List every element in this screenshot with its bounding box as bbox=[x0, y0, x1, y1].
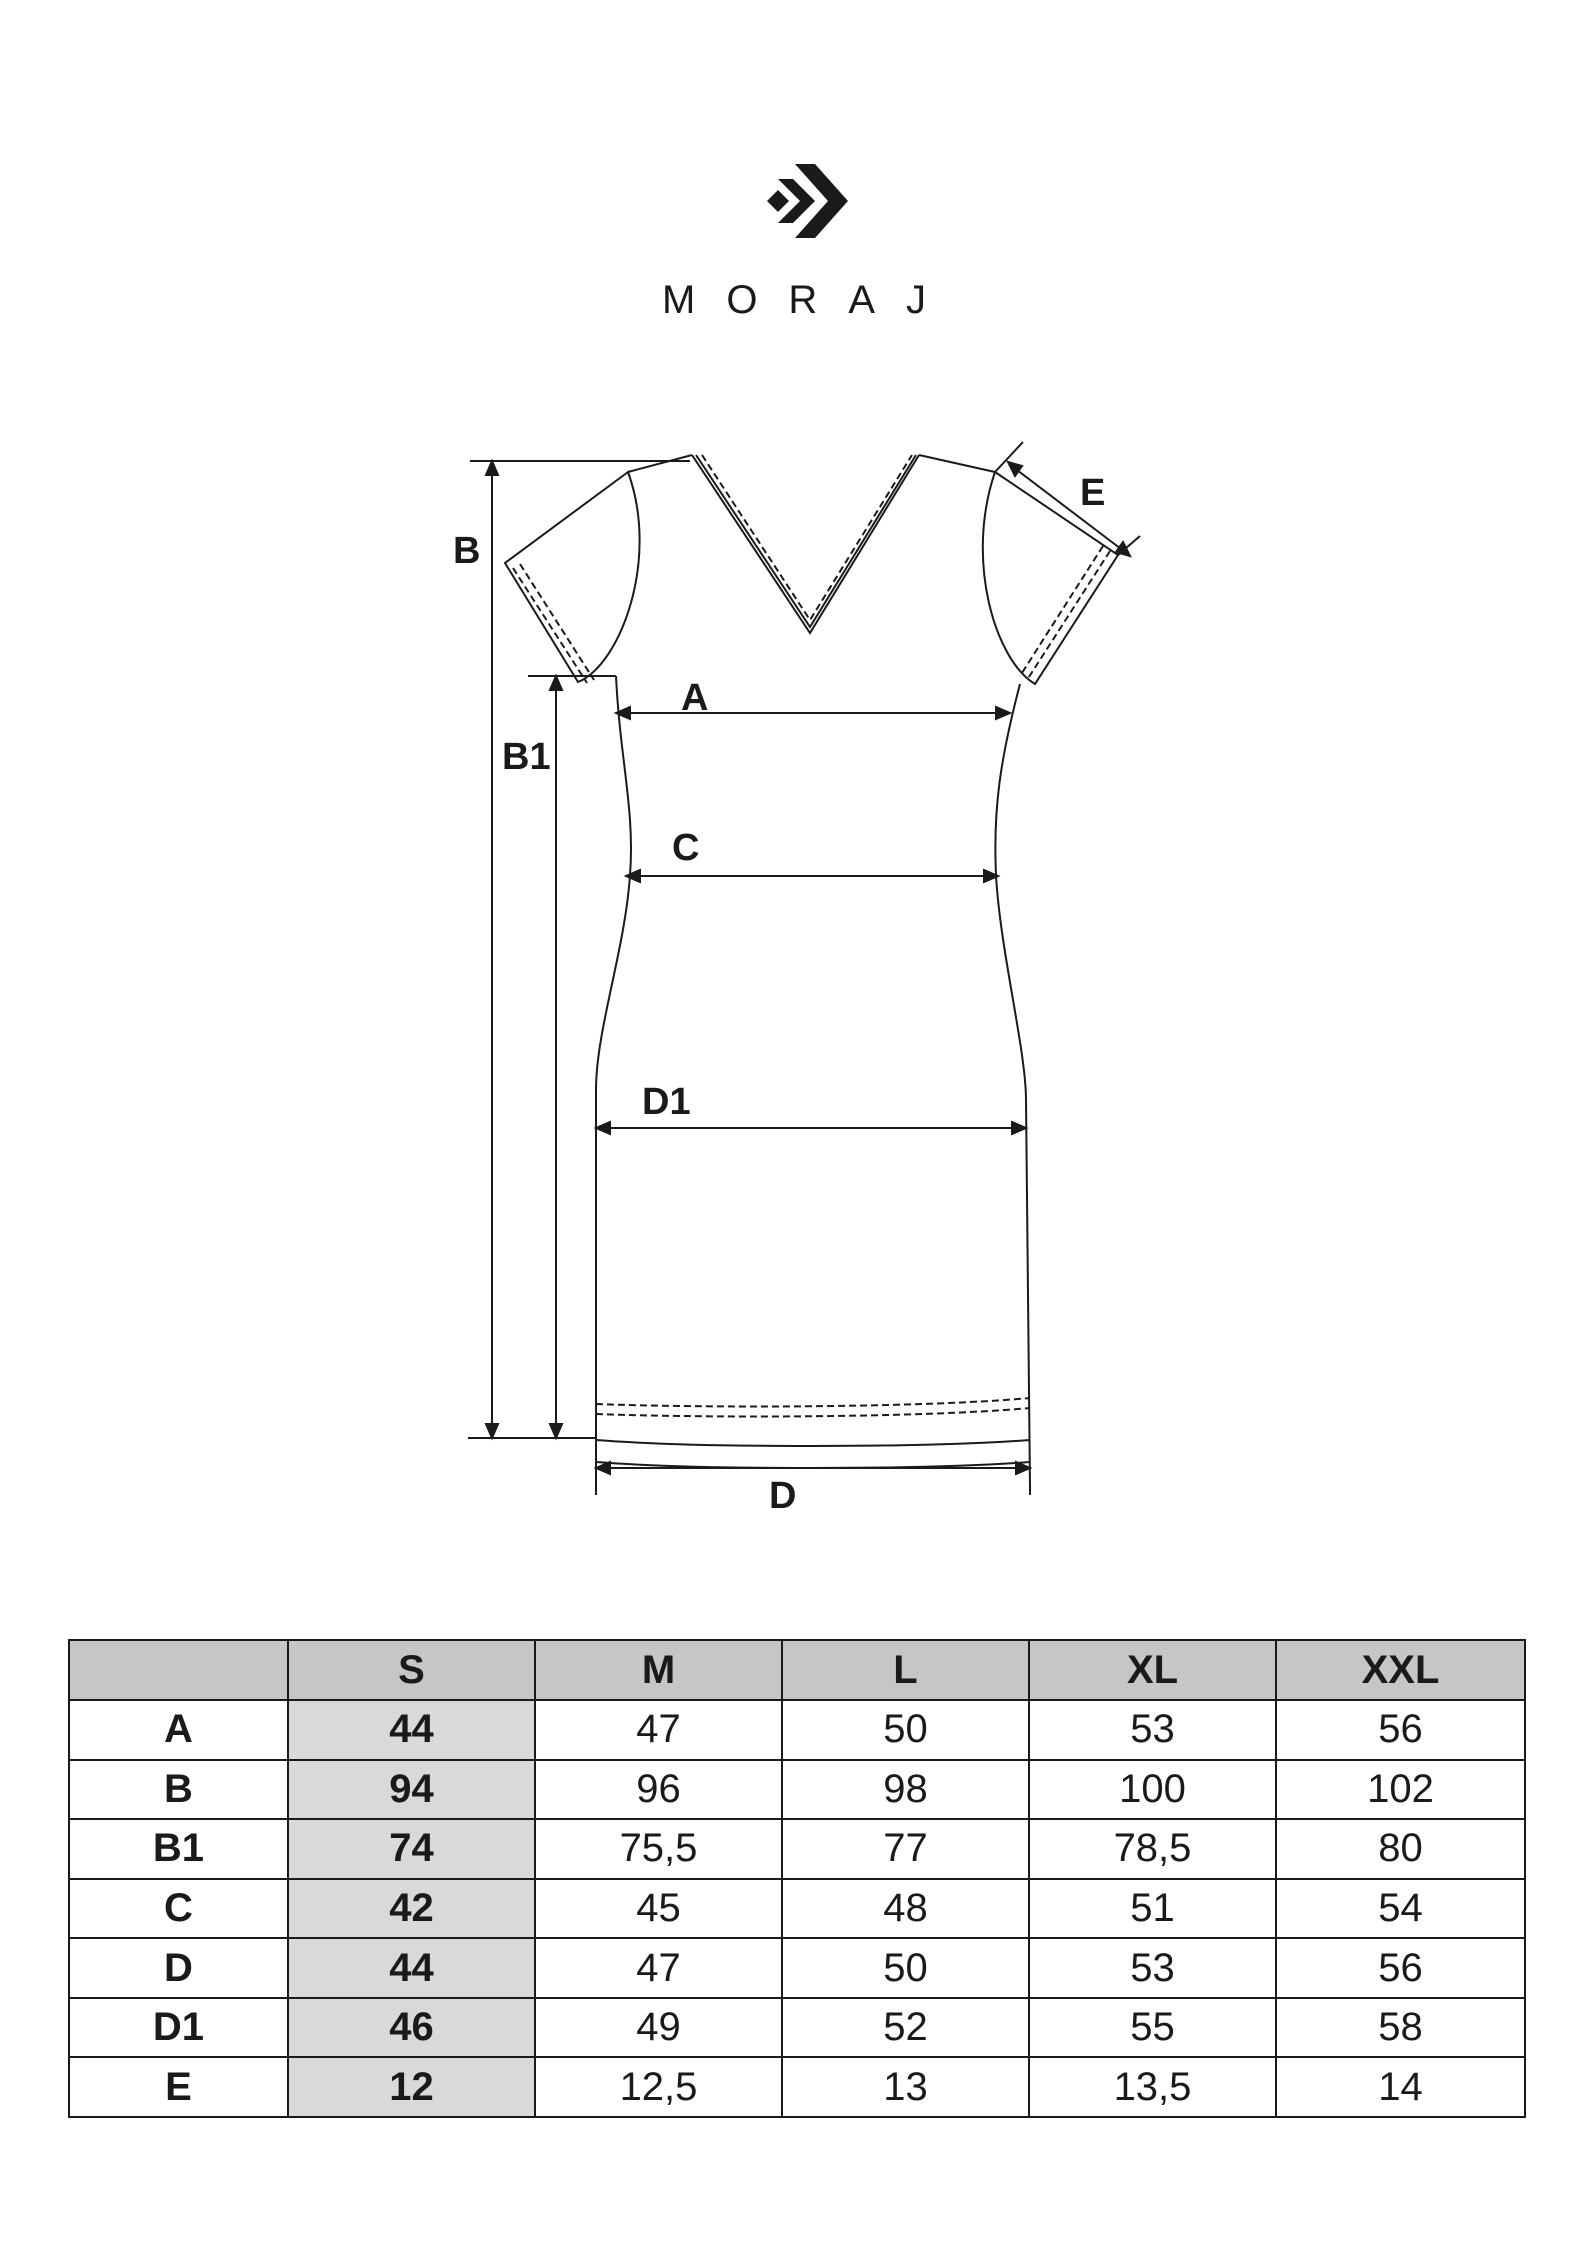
label-D1: D1 bbox=[642, 1081, 691, 1123]
table-cell: 12 bbox=[288, 2057, 535, 2117]
label-A: A bbox=[681, 677, 709, 719]
measurement-lines bbox=[468, 442, 1140, 1495]
row-label: D1 bbox=[69, 1998, 288, 2058]
table-cell: 50 bbox=[782, 1700, 1029, 1760]
table-cell: 100 bbox=[1029, 1760, 1276, 1820]
label-B1: B1 bbox=[502, 736, 551, 778]
size-table bbox=[68, 1639, 1526, 2118]
table-cell: 44 bbox=[288, 1700, 535, 1760]
table-row bbox=[69, 1879, 1525, 1939]
label-E: E bbox=[1080, 472, 1106, 514]
header-size-l: L bbox=[782, 1640, 1029, 1700]
table-cell: 75,5 bbox=[535, 1819, 782, 1879]
table-row bbox=[69, 2057, 1525, 2117]
table-cell: 42 bbox=[288, 1879, 535, 1939]
table-cell: 55 bbox=[1029, 1998, 1276, 2058]
table-cell: 96 bbox=[535, 1760, 782, 1820]
table-cell: 14 bbox=[1276, 2057, 1525, 2117]
label-C: C bbox=[672, 827, 700, 869]
table-cell: 80 bbox=[1276, 1819, 1525, 1879]
table-cell: 13 bbox=[782, 2057, 1029, 2117]
table-cell: 50 bbox=[782, 1938, 1029, 1998]
table-cell: 47 bbox=[535, 1700, 782, 1760]
header-size-s: S bbox=[288, 1640, 535, 1700]
label-D: D bbox=[769, 1475, 797, 1517]
table-cell: 52 bbox=[782, 1998, 1029, 2058]
table-row bbox=[69, 1700, 1525, 1760]
row-label: B bbox=[69, 1760, 288, 1820]
table-row bbox=[69, 1938, 1525, 1998]
label-B: B bbox=[453, 530, 481, 572]
header-size-xxl: XXL bbox=[1276, 1640, 1525, 1700]
table-cell: 44 bbox=[288, 1938, 535, 1998]
table-cell: 94 bbox=[288, 1760, 535, 1820]
table-cell: 13,5 bbox=[1029, 2057, 1276, 2117]
table-cell: 51 bbox=[1029, 1879, 1276, 1939]
table-cell: 58 bbox=[1276, 1998, 1525, 2058]
table-cell: 48 bbox=[782, 1879, 1029, 1939]
table-cell: 102 bbox=[1276, 1760, 1525, 1820]
table-cell: 46 bbox=[288, 1998, 535, 2058]
table-cell: 45 bbox=[535, 1879, 782, 1939]
dress-outline bbox=[505, 455, 1118, 1488]
table-cell: 98 bbox=[782, 1760, 1029, 1820]
table-cell: 53 bbox=[1029, 1938, 1276, 1998]
table-cell: 12,5 bbox=[535, 2057, 782, 2117]
row-label: C bbox=[69, 1879, 288, 1939]
table-row bbox=[69, 1819, 1525, 1879]
table-header-row bbox=[69, 1640, 1525, 1700]
header-size-xl: XL bbox=[1029, 1640, 1276, 1700]
row-label: E bbox=[69, 2057, 288, 2117]
table-cell: 53 bbox=[1029, 1700, 1276, 1760]
row-label: D bbox=[69, 1938, 288, 1998]
table-cell: 74 bbox=[288, 1819, 535, 1879]
table-cell: 56 bbox=[1276, 1938, 1525, 1998]
table-cell: 47 bbox=[535, 1938, 782, 1998]
table-cell: 49 bbox=[535, 1998, 782, 2058]
table-cell: 78,5 bbox=[1029, 1819, 1276, 1879]
table-cell: 77 bbox=[782, 1819, 1029, 1879]
header-size-m: M bbox=[535, 1640, 782, 1700]
header-empty-cell bbox=[69, 1640, 288, 1700]
table-row bbox=[69, 1760, 1525, 1820]
table-cell: 54 bbox=[1276, 1879, 1525, 1939]
brand-name: MORAJ bbox=[662, 278, 957, 322]
table-cell: 56 bbox=[1276, 1700, 1525, 1760]
table-row bbox=[69, 1998, 1525, 2058]
row-label: B1 bbox=[69, 1819, 288, 1879]
row-label: A bbox=[69, 1700, 288, 1760]
